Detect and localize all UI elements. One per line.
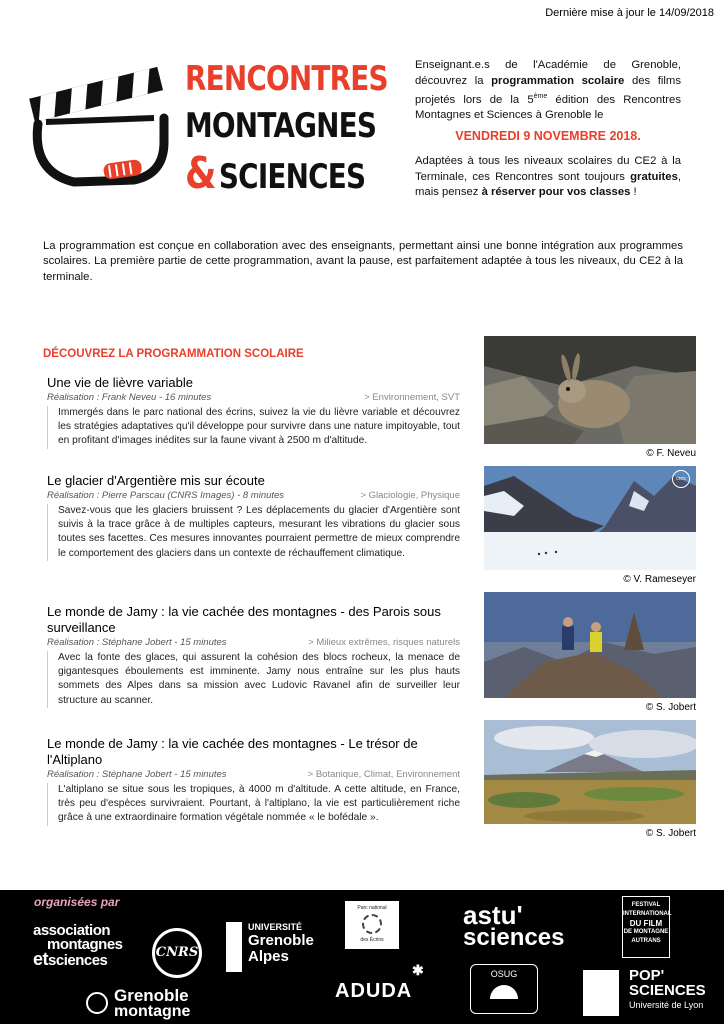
grenoble-line-2: montagne	[114, 1003, 191, 1020]
title-line-1: RENCONTRES	[185, 59, 388, 99]
amc-line-1: association	[33, 922, 111, 939]
film-director: Réalisation : Stéphane Jobert - 15 minutes	[47, 637, 227, 648]
film-meta	[47, 490, 460, 502]
amc-et: et	[33, 949, 49, 969]
film-title: Le monde de Jamy : la vie cachée des montagnes - Le trésor de l'Altiplano	[47, 736, 418, 767]
program-description: La programmation est conçue en collaboration avec des enseignants, permettant ainsi une bonne intégration aux programmes scolaires. La première partie de cette programmation, avant la pause, est parfaitement adaptée à tous les niveaux, du CE2 à la terminale.	[43, 240, 683, 283]
audience-text-2: , mais pensez	[415, 170, 681, 198]
ecrins-flower-icon	[362, 914, 382, 934]
amc-logo	[33, 924, 123, 968]
festival-line-1: FESTIVAL	[631, 902, 661, 908]
section-title: DÉCOUVREZ LA PROGRAMMATION SCOLAIRE	[43, 348, 304, 360]
photo-credit: © S. Jobert	[645, 702, 696, 713]
osug-globe-icon	[490, 985, 518, 999]
hare-photo	[484, 336, 696, 444]
event-title	[185, 56, 410, 201]
aduda-star-icon: ✱	[412, 962, 424, 978]
audience-bold-2: à réserver pour vos classes	[481, 186, 631, 198]
intro-text-3: édition des Rencontres Montagnes et Sciences à Grenoble le	[415, 93, 681, 122]
amc-line-2: montagnes	[47, 936, 123, 953]
astu-line-2: sciences	[463, 924, 565, 951]
festival-line-5: AUTRANS	[631, 938, 661, 944]
film-director: Réalisation : Stéphane Jobert - 15 minutes	[47, 769, 227, 780]
title-ampersand: &	[185, 148, 216, 199]
film-meta	[47, 392, 460, 404]
osug-logo	[470, 964, 538, 1014]
intro-bold-1: programmation scolaire	[491, 74, 625, 87]
summit-photo	[484, 592, 696, 698]
film-item	[47, 473, 460, 561]
grenoble-montagne-logo	[86, 988, 190, 1019]
uga-line-3: Alpes	[248, 948, 289, 965]
film-tags: > Milieux extrêmes, risques naturels	[308, 637, 460, 648]
grenoble-seal-icon	[86, 992, 108, 1014]
altiplano-photo	[484, 720, 696, 824]
photo-credit: © F. Neveu	[646, 448, 696, 459]
uga-line-2: Grenoble	[248, 932, 314, 949]
film-synopsis: Immergés dans le parc national des écrins, suivez la vie du lièvre variable et découvrez les stratégies adaptatives qu'il développe pour survivre dans une nature impitoyable, tout en profitant d'images inédites sur la faune vivant à 2500 m d'altitude.	[47, 406, 460, 449]
astu-line-1: astu'	[463, 900, 523, 930]
festival-line-3: DU FILM	[629, 919, 663, 928]
festival-autrans-logo	[622, 896, 670, 958]
organised-by-label: organisées par	[34, 895, 120, 909]
popsciences-logo	[583, 968, 706, 1011]
film-meta	[47, 637, 460, 649]
uga-logo	[226, 922, 314, 965]
film-tags: > Environnement, SVT	[364, 392, 460, 403]
audience-text-1: Adaptées à tous les niveaux scolaires du CE2 à la Terminale, ces Rencontres sont toujours	[415, 155, 681, 183]
pop-line-1: POP'	[629, 967, 665, 984]
amc-line-3: sciences	[48, 952, 108, 969]
clapperboard-logo-icon	[24, 62, 174, 192]
photo-credit: © S. Jobert	[645, 828, 696, 839]
uga-line-1: UNIVERSITÉ	[248, 922, 303, 932]
photo-credit: © V. Rameseyer	[623, 574, 696, 585]
audience-paragraph	[415, 154, 681, 201]
film-synopsis: Avec la fonte des glaces, qui assurent la cohésion des blocs rocheux, la menace de gigantesques éboulements est imminente. Jamy nous entraîne sur les plus hauts sommets des Alpes dans sa mission avec Ludovic Ravanel afin de surveiller leur structure au scanner.	[47, 651, 460, 708]
update-date: Dernière mise à jour le 14/09/2018	[545, 7, 714, 19]
intro-text-1: Enseignant.e.s de l'Académie de Grenoble, découvrez la	[415, 59, 681, 87]
aduda-logo: ADUDA	[335, 980, 413, 1002]
intro-sup: ème	[533, 93, 548, 100]
film-item	[47, 736, 460, 826]
title-line-2: MONTAGNES	[185, 106, 377, 146]
grenoble-line-1: Grenoble	[114, 986, 189, 1005]
astusciences-logo	[463, 900, 565, 951]
pop-line-2: SCIENCES	[629, 982, 706, 999]
festival-line-4: DE MONTAGNE	[623, 929, 669, 935]
film-synopsis: Savez-vous que les glaciers bruissent ? Les déplacements du glacier d'Argentière sont suivis à la trace grâce à de multiples capteurs, mesurant les vibrations du glacier sous toutes ses facettes. Ces mesures innovantes pourraient permettre de mieux comprendre le comportement des glaciers dans un contexte de réchauffement climatique.	[47, 504, 460, 561]
lyon-university-icon	[583, 970, 619, 1016]
title-line-3	[185, 150, 370, 201]
intro-text-2: des films projetés lors de la 5	[415, 74, 681, 106]
title-line-3-text: SCIENCES	[218, 157, 366, 197]
uga-mark-icon	[226, 922, 242, 972]
ecrins-logo	[345, 901, 399, 949]
film-tags: > Glaciologie, Physique	[360, 490, 460, 501]
film-item	[47, 604, 460, 708]
film-director: Réalisation : Pierre Parscau (CNRS Images) - 8 minutes	[47, 490, 285, 501]
film-title: Une vie de lièvre variable	[47, 375, 193, 390]
audience-text-3: !	[630, 186, 637, 198]
event-date: VENDREDI 9 NOVEMBRE 2018.	[455, 129, 641, 143]
ecrins-line-2: des Écrins	[360, 937, 384, 943]
film-tags: > Botanique, Climat, Environnement	[307, 769, 460, 780]
glacier-photo	[484, 466, 696, 570]
film-title: Le glacier d'Argentière mis sur écoute	[47, 473, 265, 488]
intro-paragraph	[415, 58, 681, 124]
pop-line-3: Université de Lyon	[629, 1000, 704, 1010]
ecrins-line-1: Parc national	[357, 905, 387, 911]
osug-label: OSUG	[490, 969, 518, 979]
film-item	[47, 375, 460, 449]
film-meta	[47, 769, 460, 781]
film-synopsis: L'altiplano se situe sous les tropiques, à 4000 m d'altitude. A cette altitude, en France, très peu d'espèces survivraient. Pourtant, à l'altiplano, la vie est particulièrement riche grâce à une extraordinaire formation végétale nommée « le bofédale ».	[47, 783, 460, 826]
audience-bold-1: gratuites	[630, 170, 678, 183]
cnrs-badge: cnrs	[672, 470, 690, 488]
festival-line-2: INTERNATIONAL	[623, 911, 672, 917]
amc-line-3-row	[33, 949, 123, 969]
film-director: Réalisation : Frank Neveu - 16 minutes	[47, 392, 212, 403]
film-title: Le monde de Jamy : la vie cachée des montagnes - des Parois sous surveillance	[47, 604, 441, 635]
cnrs-logo: CNRS	[152, 928, 202, 978]
